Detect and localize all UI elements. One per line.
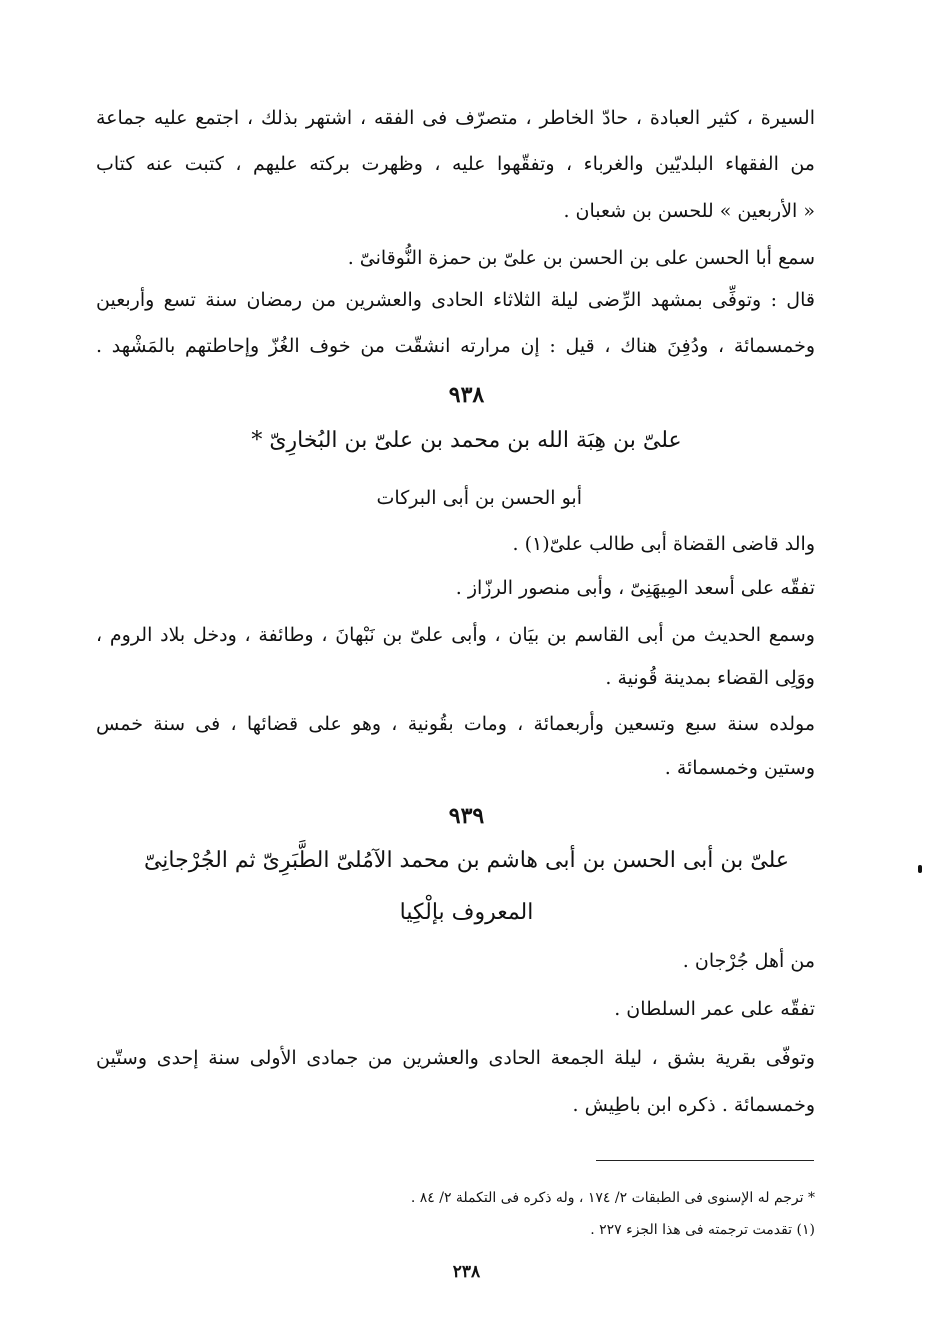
text-line: وسمع الحديث من أبى القاسم بن بيَان ، وأبى علىّ بن نَبْهانَ ، وطائفة ، ودخل بلاد الروم ، bbox=[96, 624, 815, 646]
text-line: مولده سنة سبع وتسعين وأربعمائة ، ومات بقُونية ، وهو على قضائها ، فى سنة خمس bbox=[96, 713, 815, 735]
footnote: * ترجم له الإسنوى فى الطبقات ٢/ ١٧٤ ، وله ذكره فى التكملة ٢/ ٨٤ . bbox=[410, 1190, 815, 1206]
text-line: ووَلِى القضاء بمدينة قُونية . bbox=[605, 667, 815, 689]
text-line: قال : وتوفِّى بمشهد الرِّضى ليلة الثلاثاء الحادى والعشرين من رمضان سنة تسع وأربعين bbox=[96, 289, 815, 311]
text-line: وستين وخمسمائة . bbox=[664, 757, 815, 779]
text-line: تفقّه على عمر السلطان . bbox=[614, 998, 815, 1020]
text-line: تفقّه على أسعد المِيهَنِىّ ، وأبى منصور الرزّاز . bbox=[455, 577, 815, 599]
page-number: ٢٣٨ bbox=[452, 1262, 481, 1282]
entry-number: ٩٣٨ bbox=[448, 382, 485, 408]
text-line: سمع أبا الحسن على بن الحسن بن علىّ بن حمزة النُّوقانىّ . bbox=[347, 247, 815, 269]
text-line: وخمسمائة ، ودُفِنَ هناك ، قيل : إن مرارته انشقّت من خوف الغُزّ وإحاطتهم بالمَشْهد . bbox=[96, 335, 815, 357]
text-line: أبو الحسن بن أبى البركات bbox=[376, 487, 582, 509]
entry-title: علىّ بن هِبَة الله بن محمد بن علىّ بن البُخارِىّ * bbox=[251, 428, 682, 453]
entry-title: علىّ بن أبى الحسن بن أبى هاشم بن محمد الآمُلىّ الطَّبَرِىّ ثم الجُرْجانِىّ bbox=[143, 848, 790, 873]
footnote-divider bbox=[596, 1160, 814, 1161]
entry-number: ٩٣٩ bbox=[448, 803, 485, 829]
entry-subtitle: المعروف بإلْكِيا bbox=[399, 900, 534, 925]
text-line: والد قاضى القضاة أبى طالب علىّ(١) . bbox=[512, 533, 815, 555]
footnote: (١) تقدمت ترجمته فى هذا الجزء ٢٢٧ . bbox=[590, 1222, 815, 1238]
text-line: من أهل جُرْجان . bbox=[682, 950, 815, 972]
text-line: السيرة ، كثير العبادة ، حادّ الخاطر ، متصرّف فى الفقه ، اشتهر بذلك ، اجتمع عليه جماعة bbox=[96, 107, 815, 129]
text-line: وخمسمائة . ذكره ابن باطِيش . bbox=[572, 1094, 815, 1116]
text-line: وتوفّى بقرية بشق ، ليلة الجمعة الحادى والعشرين من جمادى الأولى سنة إحدى وستّين bbox=[96, 1047, 815, 1069]
text-line: « الأربعين » للحسن بن شعبان . bbox=[563, 200, 815, 222]
scan-mark bbox=[918, 865, 922, 873]
text-line: من الفقهاء البلديّين والغرباء ، وتفقّهوا عليه ، وظهرت بركته عليهم ، كتبت عنه كتاب bbox=[96, 153, 815, 175]
